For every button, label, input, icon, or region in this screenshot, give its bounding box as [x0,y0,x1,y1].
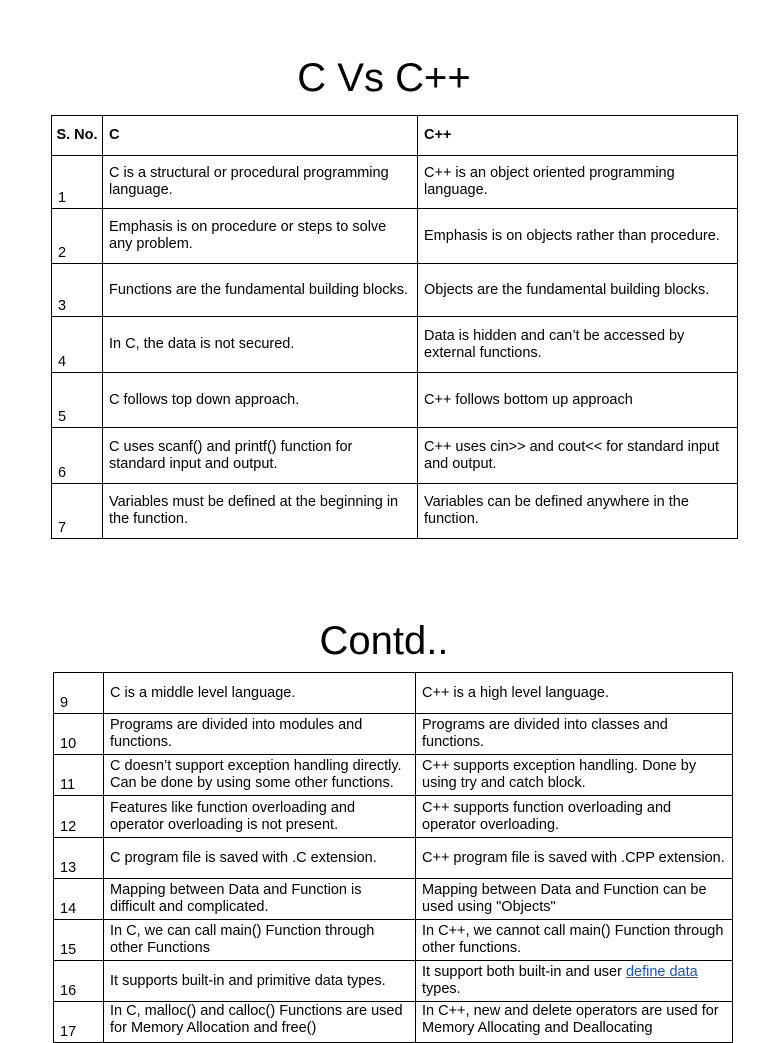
row-number: 10 [54,714,104,755]
table-row [54,879,733,920]
c-cell: In C, we can call main() Function through other Functions [104,920,416,961]
table-row [54,796,733,838]
cpp-cell: Emphasis is on objects rather than procedure. [418,209,738,264]
row-number: 14 [54,879,104,920]
cpp-cell: C++ supports exception handling. Done by using try and catch block. [416,755,733,796]
cpp-cell: C++ program file is saved with .CPP extension. [416,838,733,879]
cpp-cell: C++ follows bottom up approach [418,373,738,428]
cpp-text-before: It support both built-in and user [422,964,626,980]
table-row [54,755,733,796]
table-row [54,961,733,1002]
c-cell: Mapping between Data and Function is difficult and complicated. [104,879,416,920]
row-number: 6 [52,428,103,484]
row-number: 7 [52,484,103,539]
cpp-cell: C++ is an object oriented programming language. [418,156,738,209]
table-row [54,714,733,755]
table-row [52,428,738,484]
cpp-cell: In C++, new and delete operators are used for Memory Allocating and Deallocating [416,1002,733,1043]
c-cell: C doesn’t support exception handling directly. Can be done by using some other functions. [104,755,416,796]
row-number: 16 [54,961,104,1002]
define-data-link[interactable]: define data [625,964,698,980]
cpp-cell: Variables can be defined anywhere in the function. [418,484,738,539]
table-row [54,673,733,714]
row-number: 4 [52,317,103,373]
row-number: 1 [52,156,103,209]
row-number: 15 [54,920,104,961]
c-cell: In C, malloc() and calloc() Functions are used for Memory Allocation and free() [104,1002,416,1043]
c-cell: In C, the data is not secured. [103,317,418,373]
cpp-cell: C++ supports function overloading and operator overloading. [416,796,733,838]
c-cell: C uses scanf() and printf() function for standard input and output. [103,428,418,484]
row-number: 2 [52,209,103,264]
c-cell: C program file is saved with .C extension. [104,838,416,879]
c-cell: Features like function overloading and operator overloading is not present. [104,796,416,838]
table-row [52,373,738,428]
slide-title: Contd.. [319,619,449,663]
c-cell: C follows top down approach. [103,373,418,428]
c-cell: C is a structural or procedural programming language. [103,156,418,209]
row-number: 17 [54,1002,104,1043]
row-number: 13 [54,838,104,879]
cpp-cell: Data is hidden and can’t be accessed by external functions. [418,317,738,373]
c-cell: C is a middle level language. [104,673,416,714]
row-number: 5 [52,373,103,428]
row-number: 12 [54,796,104,838]
cpp-cell: Mapping between Data and Function can be used using "Objects" [416,879,733,920]
table-row [52,484,738,539]
slide-title: C Vs C++ [297,56,471,100]
table-row [52,156,738,209]
cpp-cell: C++ is a high level language. [416,673,733,714]
table-row [54,1002,733,1043]
c-cell: Emphasis is on procedure or steps to solve any problem. [103,209,418,264]
header-cpp: C++ [418,116,738,156]
comparison-table [51,115,738,539]
cpp-text-after: types. [422,981,461,997]
row-number: 11 [54,755,104,796]
cpp-cell: In C++, we cannot call main() Function through other functions. [416,920,733,961]
c-cell: Programs are divided into modules and functions. [104,714,416,755]
table-row [52,264,738,317]
cpp-cell [416,961,733,1002]
header-c: C [103,116,418,156]
row-number: 9 [54,673,104,714]
cpp-cell: Objects are the fundamental building blocks. [418,264,738,317]
table-row [54,838,733,879]
table-row [52,317,738,373]
cpp-cell: Programs are divided into classes and functions. [416,714,733,755]
table-row [52,209,738,264]
table-row [54,920,733,961]
table-header-row [52,116,738,156]
c-cell: Functions are the fundamental building blocks. [103,264,418,317]
cpp-cell: C++ uses cin>> and cout<< for standard input and output. [418,428,738,484]
c-cell: It supports built-in and primitive data types. [104,961,416,1002]
header-sno: S. No. [52,116,103,156]
row-number: 3 [52,264,103,317]
c-cell: Variables must be defined at the beginning in the function. [103,484,418,539]
comparison-table [53,672,733,1043]
